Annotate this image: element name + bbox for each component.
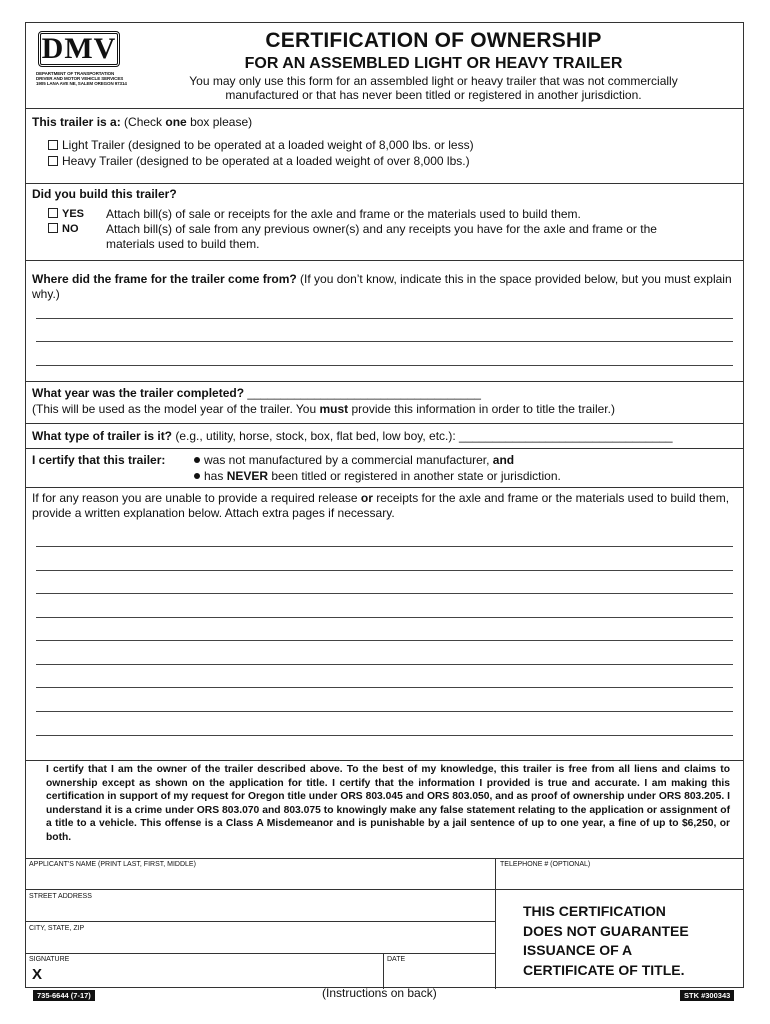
- signature-mark: X: [32, 966, 43, 983]
- city-state-zip-field[interactable]: CITY, STATE, ZIP: [26, 922, 496, 954]
- no-instructions: Attach bill(s) of sale from any previous owner(s) and any receipts you have for the axle and frame or the materials used to build them.: [106, 222, 657, 251]
- title-guarantee-notice: THIS CERTIFICATION DOES NOT GUARANTEE ISSUANCE OF A CERTIFICATE OF TITLE.: [523, 903, 689, 978]
- built-question: Did you build this trailer?: [32, 187, 177, 201]
- frame-answer-line[interactable]: [36, 365, 733, 366]
- street-address-field[interactable]: STREET ADDRESS: [26, 890, 496, 922]
- year-section: [26, 382, 743, 424]
- form-title: CERTIFICATION OF OWNERSHIP: [265, 29, 602, 52]
- explanation-line[interactable]: [36, 546, 733, 547]
- dmv-logo: [34, 27, 154, 105]
- applicant-fields: [26, 859, 743, 989]
- year-field[interactable]: ___________________________________: [244, 386, 481, 400]
- form-number: 735-6644 (7-17): [33, 990, 95, 1001]
- explanation-line[interactable]: [36, 617, 733, 618]
- explanation-line[interactable]: [36, 640, 733, 641]
- explanation-instructions: If for any reason you are unable to provide a required release or receipts for the axle and frame or the materials used to build them, provide a written explanation below. Attach extra pages if necessary.: [32, 491, 730, 520]
- telephone-field[interactable]: TELEPHONE # (OPTIONAL): [496, 859, 743, 890]
- explanation-line[interactable]: [36, 711, 733, 712]
- form-subtitle: FOR AN ASSEMBLED LIGHT OR HEAVY TRAILER: [244, 55, 623, 72]
- certification-form: [25, 22, 744, 988]
- yes-checkbox[interactable]: [48, 208, 58, 218]
- heavy-trailer-option[interactable]: Heavy Trailer (designed to be operated at a loaded weight of over 8,000 lbs.): [48, 154, 470, 169]
- applicant-name-field[interactable]: APPLICANT'S NAME (PRINT LAST, FIRST, MIDDLE): [26, 859, 496, 890]
- explanation-line[interactable]: [36, 570, 733, 571]
- explanation-line[interactable]: [36, 593, 733, 594]
- ownership-statement: I certify that I am the owner of the trailer described above. To the best of my knowledge, this trailer is free from all liens and claims to ownership except as shown on the application for title. I certify that the information I provided is true and accurate. I am making this certification in support of my request for Oregon title under ORS 803.045 and ORS 803.050, and as proof of ownership under ORS 803.205. I understand it is a crime under ORS 803.070 and 803.075 to knowingly make any false statement relating to the application or assignment of a title to a vehicle. This offense is a Class A Misdemeanor and is punishable by a jail sentence of up to one year, a fine of up to $6,250, or both.: [46, 764, 730, 843]
- ownership-statement-section: [26, 761, 743, 859]
- type-question: What type of trailer is it?: [32, 429, 173, 443]
- form-header: [26, 23, 743, 109]
- explanation-line[interactable]: [36, 735, 733, 736]
- instructions-note: (Instructions on back): [322, 986, 437, 1000]
- frame-answer-line[interactable]: [36, 318, 733, 319]
- year-question: What year was the trailer completed?: [32, 386, 245, 400]
- explanation-line[interactable]: [36, 687, 733, 688]
- type-section: [26, 424, 743, 449]
- dmv-logo-caption: DEPARTMENT OF TRANSPORTATION DRIVER AND MOTOR VEHICLE SERVICES 1905 LANA AVE NE, SALEM OREGON 97314: [36, 71, 127, 86]
- year-note: (This will be used as the model year of the trailer. You must provide this information in order to title the trailer.): [32, 402, 615, 416]
- yes-option[interactable]: YES: [48, 207, 84, 222]
- light-trailer-checkbox[interactable]: [48, 140, 58, 150]
- trailer-type-question: This trailer is a:: [32, 115, 121, 129]
- no-option[interactable]: NO: [48, 222, 79, 237]
- certify-trailer-section: [26, 449, 743, 488]
- date-field[interactable]: DATE: [384, 954, 496, 989]
- explanation-section: [26, 488, 743, 761]
- built-section: [26, 184, 743, 261]
- frame-question: Where did the frame for the trailer come from?: [32, 272, 297, 286]
- explanation-line[interactable]: [36, 664, 733, 665]
- no-checkbox[interactable]: [48, 223, 58, 233]
- frame-section: Where did the frame for the trailer come from? (If you don’t know, indicate this in the space provided below, but you must explain why.): [26, 261, 743, 382]
- heavy-trailer-checkbox[interactable]: [48, 156, 58, 166]
- dmv-logo-mark: DMV: [38, 31, 120, 67]
- stock-number: STK #300343: [680, 990, 734, 1001]
- yes-instructions: Attach bill(s) of sale or receipts for the axle and frame or the materials used to build them.: [106, 207, 581, 221]
- certify-bullet: has NEVER been titled or registered in another state or jurisdiction.: [194, 469, 561, 484]
- trailer-type-section: This trailer is a: (Check one box please) Light Trailer (designed to be operated at a loaded weight of 8,000 lbs. or less) Heavy Trailer (designed to be operated at a loaded weight of over 8,000 lbs.): [26, 110, 743, 184]
- type-field[interactable]: (e.g., utility, horse, stock, box, flat bed, low boy, etc.): ________________________________: [172, 429, 673, 443]
- form-intro: You may only use this form for an assembled light or heavy trailer that was not commercially manufactured or that has never been titled or registered in another jurisdiction.: [189, 74, 678, 102]
- signature-field[interactable]: SIGNATURE X: [26, 954, 384, 989]
- certify-trailer-label: I certify that this trailer:: [32, 453, 166, 467]
- certify-bullet: was not manufactured by a commercial manufacturer, and: [194, 453, 514, 468]
- frame-answer-line[interactable]: [36, 341, 733, 342]
- light-trailer-option[interactable]: Light Trailer (designed to be operated at a loaded weight of 8,000 lbs. or less): [48, 138, 474, 153]
